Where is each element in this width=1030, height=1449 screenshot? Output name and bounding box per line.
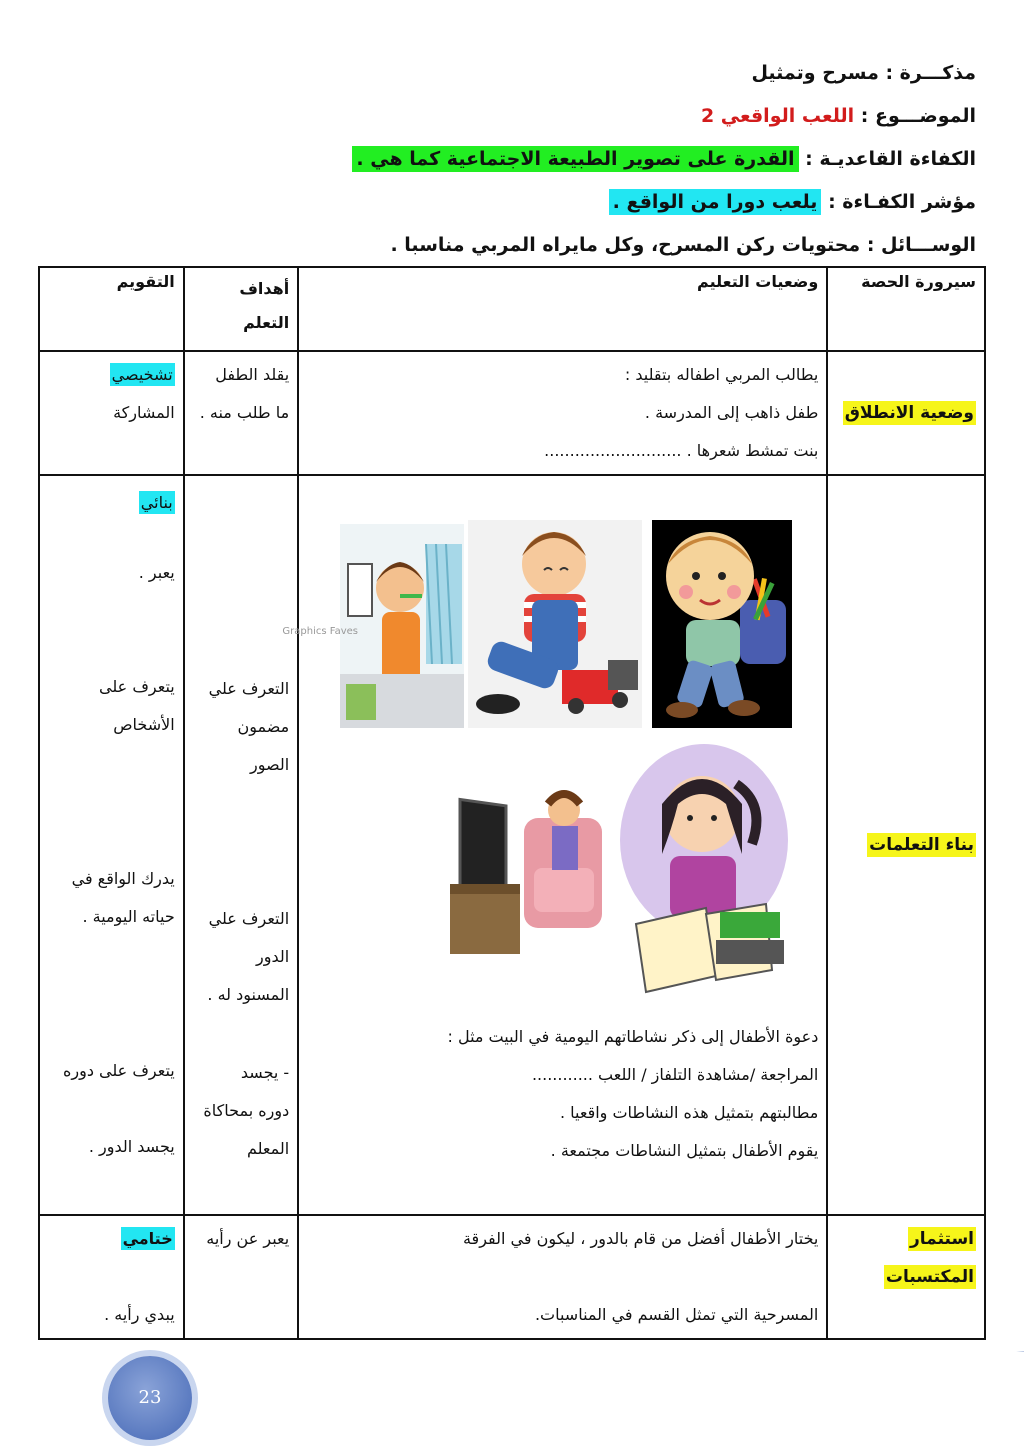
evaluation-cell: ختامي يبدي رأيه . xyxy=(39,1215,184,1339)
illustrations xyxy=(282,476,818,1016)
page-number: 23 xyxy=(138,1387,162,1408)
playing-boy-illustration xyxy=(468,520,642,728)
situations-cell: Graphics Faves دعوة الأطفال إلى ذكر نشاطاتهم اليومية في البيت مثل : المراجعة /مشاهدة التلفاز / اللعب ............ مطالبتهم بتمثيل هذه النشاطات واقعيا . يقوم الأطفال بتمثيل النشاطات مجتمعة . xyxy=(298,475,827,1215)
header-evaluation: التقويم xyxy=(39,267,184,351)
header-goals: أهداف التعلم xyxy=(184,267,298,351)
stage-cell xyxy=(827,1215,985,1339)
memo-value: مسرح وتمثيل xyxy=(751,62,879,84)
indicator-line xyxy=(36,181,976,224)
memo-label: مذكـــرة : xyxy=(885,62,976,84)
goals-cell: يقلد الطفل ما طلب منه . xyxy=(184,351,298,475)
topic-number: 2 xyxy=(700,105,715,127)
evaluation-cell: تشخيصي المشاركة xyxy=(39,351,184,475)
studying-girl-illustration xyxy=(616,744,792,996)
lesson-header xyxy=(36,52,976,267)
situations-cell: يطالب المربي اطفاله بتقليد : طفل ذاهب إلى المدرسة . بنت تمشط شعرها . ........................... xyxy=(298,351,827,475)
competence-line xyxy=(36,138,976,181)
topic-label: الموضـــوع : xyxy=(860,105,976,127)
eval-tag: بنائي xyxy=(140,493,173,512)
page-number-badge xyxy=(108,1356,192,1440)
stage-cell xyxy=(827,475,985,1215)
goals-cell: يعبر عن رأيه xyxy=(184,1215,298,1339)
stage-cell xyxy=(827,351,985,475)
goals-cell: التعرف علي مضمون الصور التعرف علي الدور المسنود له . - يجسد دوره بمحاكاة المعلم xyxy=(184,475,298,1215)
stage-label-2: المكتسبات xyxy=(885,1267,974,1287)
brushing-boy-illustration xyxy=(282,524,464,728)
situations-cell: يختار الأطفال أفضل من قام بالدور ، ليكون في الفرقة المسرحية التي تمثل القسم في المناسبات. xyxy=(298,1215,827,1339)
watermark-text: Graphics Faves xyxy=(282,626,359,637)
table-row xyxy=(39,1215,985,1339)
means-label: الوســـائل : xyxy=(866,234,976,256)
footer-divider xyxy=(150,1350,1030,1352)
indicator-value: يلعب دورا من الواقع . xyxy=(609,189,822,215)
means-line xyxy=(36,224,976,267)
lesson-table xyxy=(38,266,986,1340)
header-stage: سيرورة الحصة xyxy=(827,267,985,351)
schoolboy-illustration xyxy=(652,520,792,728)
stage-label-1: استثمار xyxy=(910,1229,974,1249)
memo-line xyxy=(36,52,976,95)
table-row xyxy=(39,475,985,1215)
indicator-label: مؤشر الكفـاءة : xyxy=(828,191,976,213)
topic-line xyxy=(36,95,976,138)
topic-value: اللعب الواقعي xyxy=(720,105,855,127)
stage-label: وضعية الانطلاق xyxy=(844,403,974,423)
table-header-row xyxy=(39,267,985,351)
eval-tag: ختامي xyxy=(122,1229,173,1248)
header-situations: وضعيات التعليم xyxy=(298,267,827,351)
evaluation-cell: بنائي يعبر . يتعرف على الأشخاص يدرك الواقع في حياته اليومية . يتعرف على دوره يجسد الدور . xyxy=(39,475,184,1215)
competence-value: القدرة على تصوير الطبيعة الاجتماعية كما هي . xyxy=(352,146,798,172)
competence-label: الكفاءة القاعديـة : xyxy=(805,148,976,170)
eval-tag: تشخيصي xyxy=(111,365,173,384)
stage-label: بناء التعلمات xyxy=(869,835,974,855)
means-value: محتويات ركن المسرح، وكل مايراه المربي مناسبا . xyxy=(390,234,861,256)
tv-watching-illustration xyxy=(450,778,608,968)
table-row xyxy=(39,351,985,475)
